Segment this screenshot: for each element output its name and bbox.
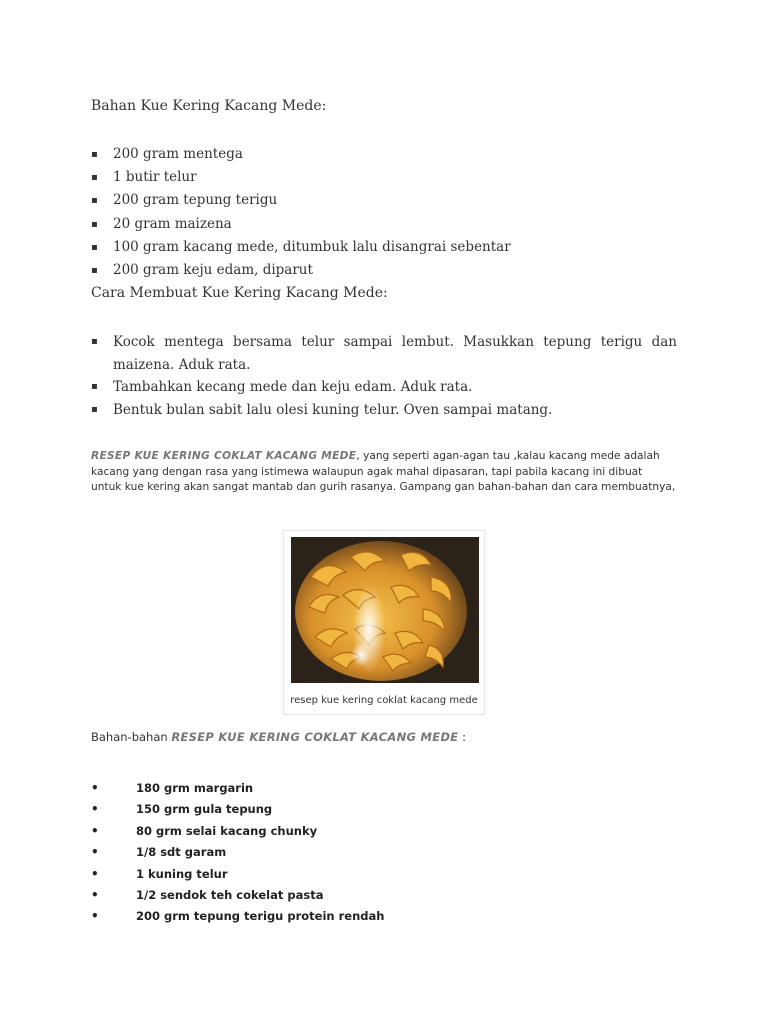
method-steps-list [91,331,677,421]
list-item [91,907,384,928]
list-item-text: 200 gram tepung terigu [113,192,278,209]
square-bullet-icon: ▪ [91,149,98,160]
dot-bullet-icon: • [91,909,99,924]
cookie-jar-image [291,537,479,683]
list-item-text: Bentuk bulan sabit lalu olesi kuning telur. Oven sampai matang. [113,401,553,418]
list-item-text: Tambahkan kecang mede dan keju edam. Aduk rata. [113,379,473,395]
figure-caption: resep kue kering coklat kacang mede [290,695,478,706]
list-item-text: 1 kuning telur [136,866,228,881]
square-bullet-icon: ▪ [91,381,98,392]
dot-bullet-icon: • [91,887,99,902]
square-bullet-icon: ▪ [91,264,98,276]
list-item-text: Kocok mentega bersama telur sampai lembut. Masukkan tepung terigu dan maizena. Aduk rata. [113,334,677,373]
list-item-text: 1 butir telur [113,169,197,186]
list-item-text: 80 grm selai kacang chunky [136,823,318,838]
square-bullet-icon: ▪ [91,403,98,415]
cookie-photo [291,537,479,683]
list-item-text: 20 gram maizena [113,215,232,232]
square-bullet-icon: ▪ [91,241,98,253]
list-item [91,261,511,284]
dot-bullet-icon: • [91,866,99,881]
list-item [91,376,677,399]
list-item-text: 180 grm margarin [136,781,254,795]
list-item [91,843,384,864]
list-item [91,822,384,843]
dot-bullet-icon: • [91,802,99,817]
intro-text: , yang seperti agan-agan tau ,kalau kacang mede adalah kacang yang dengan rasa yang istimewa walaupun agak mahal dipasaran, tapi pabila kacang ini dibuat untuk kue kering akan sangat mantab dan gurih rasanya. Gampang gan bahan-bahan dan cara membuatnya, [91,450,676,493]
list-item-text: 200 gram mentega [113,146,243,162]
list-item [91,168,511,191]
recipe-title-highlight: RESEP KUE KERING COKLAT KACANG MEDE [171,730,459,744]
list-item [91,399,677,422]
square-bullet-icon: ▪ [91,172,98,184]
list-item-text: 200 grm tepung terigu protein rendah [136,909,385,924]
ingredients-list [91,145,511,284]
list-item [91,238,511,261]
list-item [91,865,384,886]
list-item [91,779,384,800]
ingredients-heading-2 [91,730,466,744]
list-item [91,331,677,376]
list-item-text: 1/8 sdt garam [136,845,227,860]
list-item [91,145,511,168]
dot-bullet-icon: • [91,845,99,860]
square-bullet-icon: ▪ [91,336,98,347]
heading-prefix: Bahan-bahan [91,730,172,744]
heading-suffix: : [458,730,466,744]
square-bullet-icon: ▪ [91,195,98,207]
list-item-text: 1/2 sendok teh cokelat pasta [136,887,324,902]
ingredients-heading: Bahan Kue Kering Kacang Mede: [91,98,327,114]
recipe-figure [283,530,485,715]
list-item [91,886,384,907]
list-item-text: 100 gram kacang mede, ditumbuk lalu disangrai sebentar [113,238,511,255]
method-heading: Cara Membuat Kue Kering Kacang Mede: [91,285,388,301]
list-item [91,215,511,238]
list-item [91,191,511,214]
dot-bullet-icon: • [91,823,99,838]
list-item-text: 200 gram keju edam, diparut [113,261,313,278]
square-bullet-icon: ▪ [91,218,98,230]
recipe-title-highlight: RESEP KUE KERING COKLAT KACANG MEDE [91,450,357,462]
list-item-text: 150 grm gula tepung [136,802,273,817]
intro-paragraph [91,449,676,496]
ingredients-list-2 [91,779,384,929]
list-item [91,800,384,821]
dot-bullet-icon: • [91,781,99,795]
